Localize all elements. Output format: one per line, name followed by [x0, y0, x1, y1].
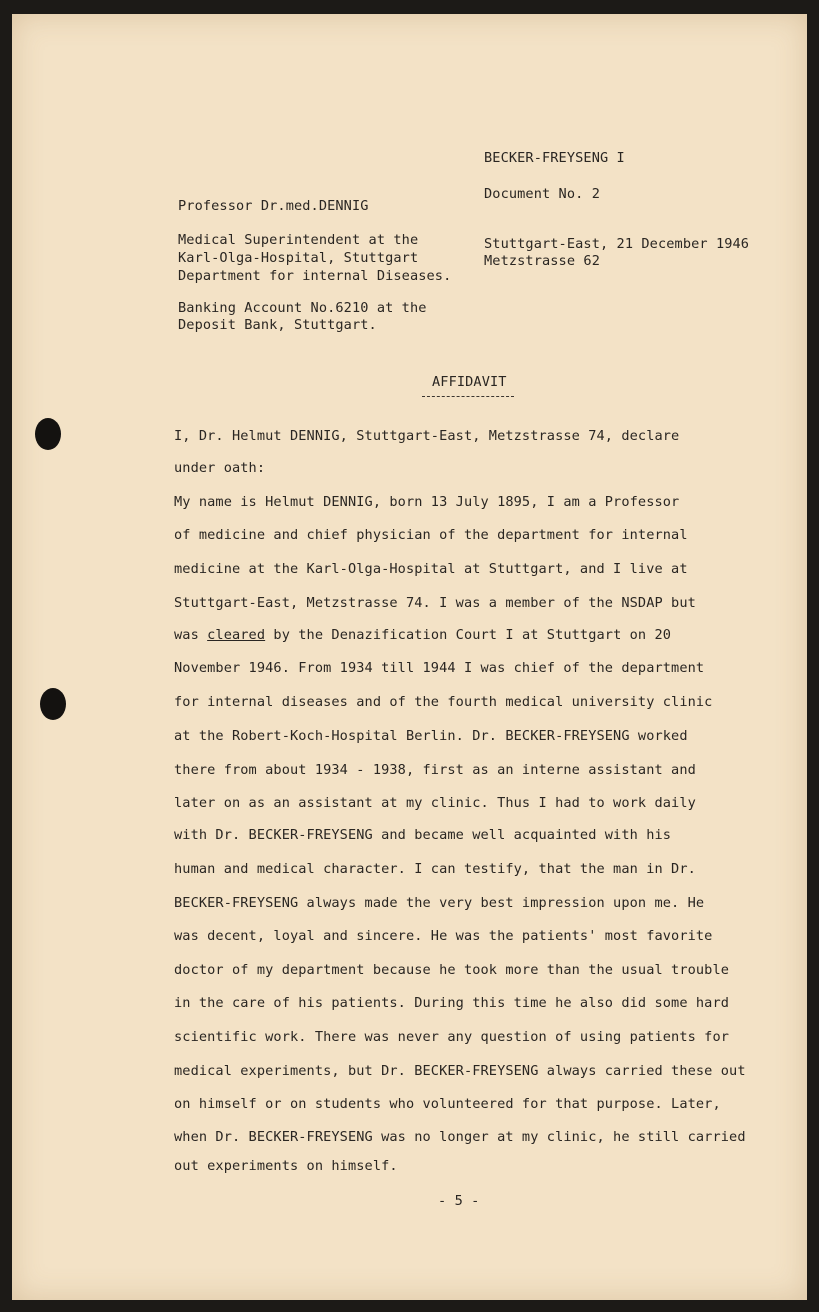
place-date: Stuttgart-East, 21 December 1946 [484, 236, 750, 252]
body-line: later on as an assistant at my clinic. Thus I had to work daily [174, 795, 696, 811]
body-line: November 1946. From 1934 till 1944 I was chief of the department [174, 660, 705, 676]
document-title: AFFIDAVIT [432, 374, 507, 390]
body-line: when Dr. BECKER-FREYSENG was no longer at my clinic, he still carried [174, 1129, 746, 1145]
body-line: with Dr. BECKER-FREYSENG and became well acquainted with his [174, 827, 672, 843]
body-line: was cleared by the Denazification Court I at Stuttgart on 20 [174, 627, 672, 643]
street-address: Metzstrasse 62 [484, 253, 600, 269]
bank-line: Deposit Bank, Stuttgart. [178, 317, 377, 333]
position-line: Medical Superintendent at the [178, 232, 419, 248]
body-line: under oath: [174, 460, 266, 476]
body-line: human and medical character. I can testify, that the man in Dr. [174, 861, 696, 877]
author-name: Professor Dr.med.DENNIG [178, 198, 369, 214]
body-line: there from about 1934 - 1938, first as an interne assistant and [174, 762, 696, 778]
punch-hole [35, 418, 61, 450]
document-number: Document No. 2 [484, 186, 600, 202]
body-line: Stuttgart-East, Metzstrasse 74. I was a member of the NSDAP but [174, 595, 696, 611]
body-line: was decent, loyal and sincere. He was the patients' most favorite [174, 928, 713, 944]
title-underline [422, 396, 514, 397]
body-line: medicine at the Karl-Olga-Hospital at Stuttgart, and I live at [174, 561, 688, 577]
body-line: of medicine and chief physician of the department for internal [174, 527, 688, 543]
body-line: medical experiments, but Dr. BECKER-FREYSENG always carried these out [174, 1063, 746, 1079]
body-line: in the care of his patients. During this time he also did some hard [174, 995, 730, 1011]
body-line: at the Robert-Koch-Hospital Berlin. Dr. BECKER-FREYSENG worked [174, 728, 688, 744]
body-line: scientific work. There was never any question of using patients for [174, 1029, 730, 1045]
case-reference: BECKER-FREYSENG I [484, 150, 625, 166]
punch-hole [40, 688, 66, 720]
position-line: Department for internal Diseases. [178, 268, 452, 284]
body-line: out experiments on himself. [174, 1158, 398, 1174]
body-line: doctor of my department because he took more than the usual trouble [174, 962, 730, 978]
position-line: Karl-Olga-Hospital, Stuttgart [178, 250, 419, 266]
underlined-word: cleared [207, 627, 266, 643]
body-line: BECKER-FREYSENG always made the very best impression upon me. He [174, 895, 705, 911]
body-line: I, Dr. Helmut DENNIG, Stuttgart-East, Metzstrasse 74, declare [174, 428, 680, 444]
bank-line: Banking Account No.6210 at the [178, 300, 427, 316]
body-line: on himself or on students who volunteered for that purpose. Later, [174, 1096, 721, 1112]
body-line: My name is Helmut DENNIG, born 13 July 1895, I am a Professor [174, 494, 680, 510]
body-line: for internal diseases and of the fourth medical university clinic [174, 694, 713, 710]
page-number: - 5 - [438, 1193, 480, 1209]
